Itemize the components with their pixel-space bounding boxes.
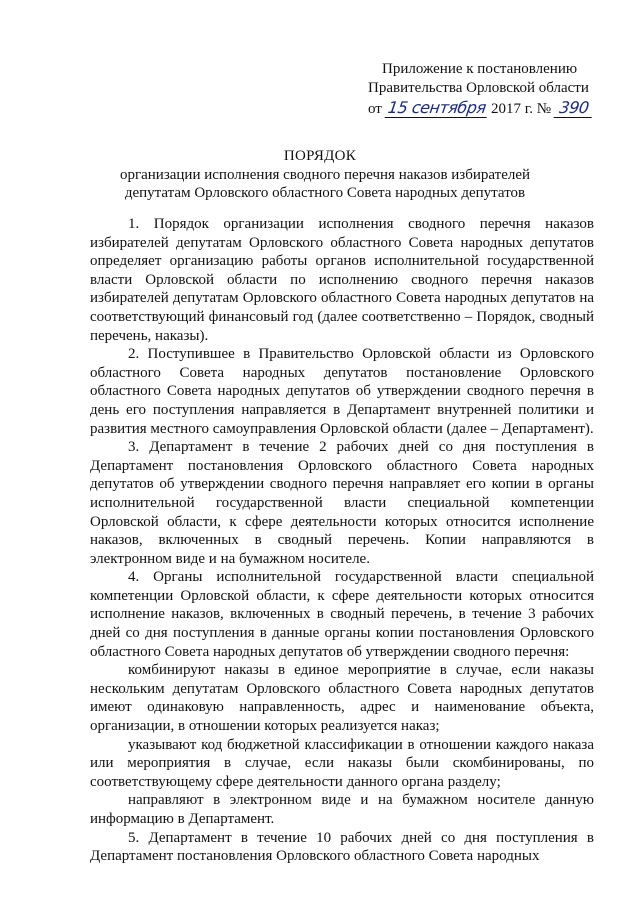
handwritten-date: 15 сентября [384, 98, 488, 118]
paragraph-1: 1. Порядок организации исполнения сводного перечня наказов избирателей депутатам Орловского областного Совета народных депутатов определяет организацию работы органов исполнительной государственной власти Орловской области по исполнению сводного перечня наказов избирателей депутатам Орловского областного Совета народных депутатов на соответствующий финансовый год (далее соответственно – Порядок, сводный перечень, наказы). [90, 216, 594, 344]
handwritten-number: 390 [553, 98, 594, 118]
government-line: Правительства Орловской области [368, 80, 589, 96]
paragraph-4-sub-1: комбинируют наказы в единое мероприятие в случае, если наказы нескольким депутатам Орловского областного Совета народных депутатов имеют одинаковую направленность, адрес и наименование объекта, организации, в отношении которых реализуется наказ; [90, 662, 594, 735]
paragraph-4-sub-2: указывают код бюджетной классификации в отношении каждого наказа или мероприятия в случае, если наказы были скомбинированы, по соответствующему сфере деятельности данного органа разделу; [90, 736, 594, 790]
paragraph-2: 2. Поступившее в Правительство Орловской области из Орловского областного Совета народных депутатов постановление Орловского областного Совета народных депутатов об утверждении сводного перечня в день его поступления направляется в Департамент внутренней политики и развития местного самоуправления Орловской области (далее – Департамент). [90, 346, 594, 437]
document-body [90, 215, 594, 866]
paragraph-5: 5. Департамент в течение 10 рабочих дней со дня поступления в Департамент постановления Орловского областного Совета народных [90, 829, 594, 865]
document-title: ПОРЯДОК [283, 148, 357, 164]
date-suffix: 2017 г. № [491, 101, 552, 117]
date-number-line [368, 98, 618, 119]
paragraph-3: 3. Департамент в течение 2 рабочих дней со дня поступления в Департамент постановления Орловского областного Совета народных депутатов об утверждении сводного перечня направляет его копии в органы исполнительной государственной власти специальной компетенции Орловской области, к сфере деятельности которых относится исполнение наказов, включенных в сводный перечень. Копии направляются в электронном виде и на бумажном носителе. [90, 439, 594, 567]
paragraph-4: 4. Органы исполнительной государственной власти специальной компетенции Орловской области, к сфере деятельности которых относится исполнение наказов, включенных в сводный перечень, в течение 3 рабочих дней со дня поступления в данные органы копии постановления Орловского областного Совета народных депутатов об утверждении сводного перечня: [90, 569, 594, 660]
paragraph-4-sub-3: направляют в электронном виде и на бумажном носителе данную информацию в Департамент. [90, 792, 594, 827]
document-subtitle: организации исполнения сводного перечня наказов избирателей депутатам Орловского областного Совета народных депутатов [119, 167, 531, 201]
date-prefix: от [368, 101, 382, 117]
appendix-line: Приложение к постановлению [382, 61, 578, 77]
appendix-header [368, 60, 618, 119]
